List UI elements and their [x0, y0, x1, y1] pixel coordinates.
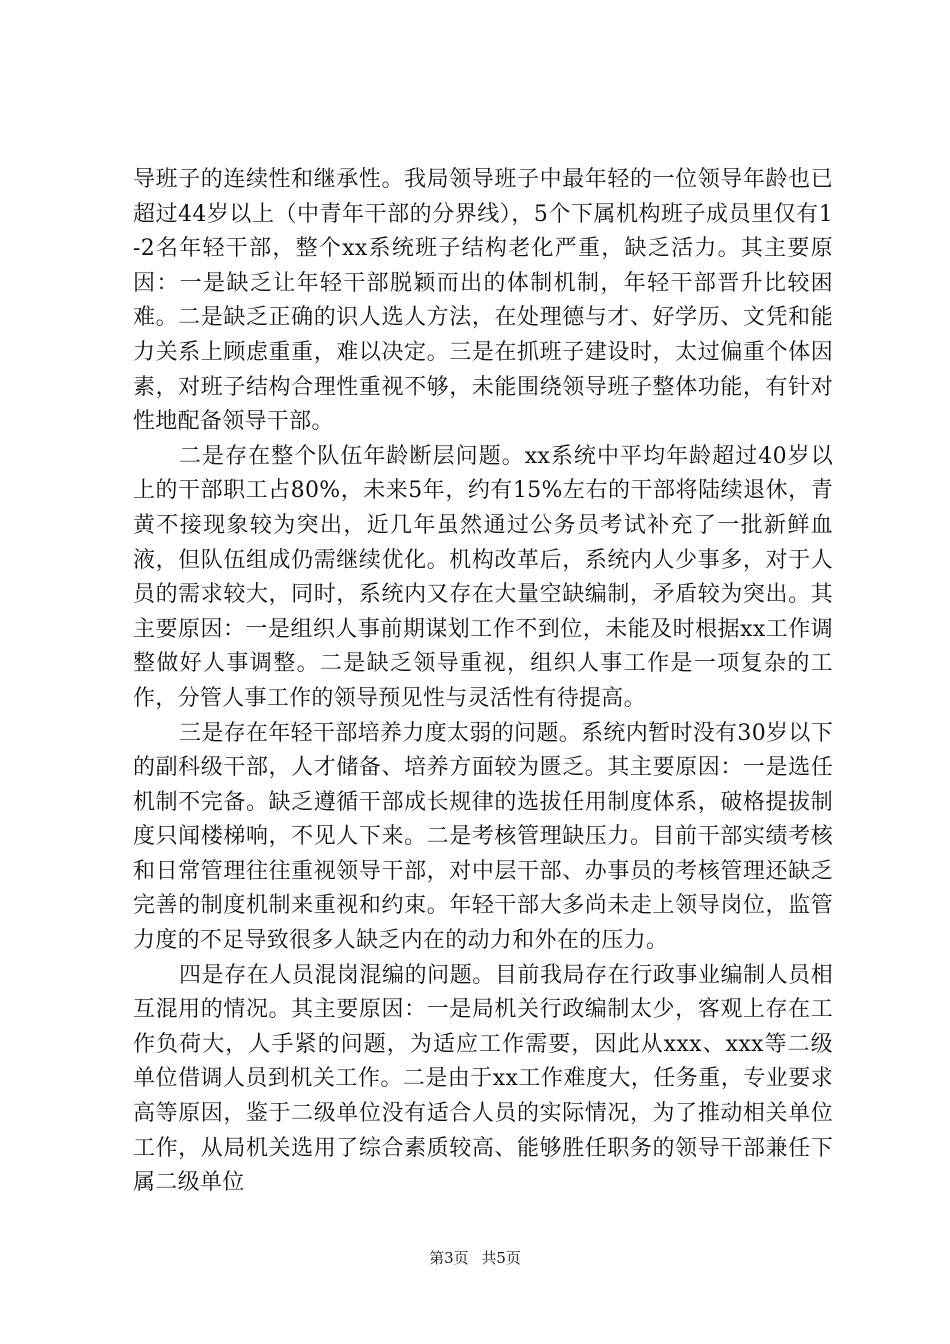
paragraph-3: 三是存在年轻干部培养力度太弱的问题。系统内暂时没有30岁以下的副科级干部，人才储备、培养方面较为匮乏。其主要原因：一是选任机制不完备。缺乏遵循干部成长规律的选拔任用制度体系，破格提拔制度只闻楼梯响，不见人下来。二是考核管理缺压力。目前干部实绩考核和日常管理往往重视领导干部，对中层干部、办事员的考核管理还缺乏完善的制度机制来重视和约束。年轻干部大多尚未走上领导岗位，监管力度的不足导致很多人缺乏内在的动力和外在的压力。: [133, 720, 833, 954]
paragraph-2: 二是存在整个队伍年龄断层问题。xx系统中平均年龄超过40岁以上的干部职工占80%，未来5年，约有15%左右的干部将陆续退休，青黄不接现象较为突出，近几年虽然通过公务员考试补充了一批新鲜血液，但队伍组成仍需继续优化。机构改革后，系统内人少事多，对于人员的需求较大，同时，系统内又存在大量空缺编制，矛盾较为突出。其主要原因：一是组织人事前期谋划工作不到位，未能及时根据xx工作调整做好人事调整。二是缺乏领导重视，组织人事工作是一项复杂的工作，分管人事工作的领导预见性与灵活性有待提高。: [133, 443, 833, 711]
page-total: 共5页: [481, 1249, 521, 1267]
page-number: 第3页: [429, 1249, 469, 1267]
document-body: [133, 163, 833, 1201]
paragraph-4: 四是存在人员混岗混编的问题。目前我局存在行政事业编制人员相互混用的情况。其主要原因：一是局机关行政编制太少，客观上存在工作负荷大，人手紧的问题，为适应工作需要，因此从xxx、xxx等二级单位借调人员到机关工作。二是由于xx工作难度大，任务重，专业要求高等原因，鉴于二级单位没有适合人员的实际情况，为了推动相关单位工作，从局机关选用了综合素质较高、能够胜任职务的领导干部兼任下属二级单位: [133, 962, 833, 1196]
paragraph-1: 导班子的连续性和继承性。我局领导班子中最年轻的一位领导年龄也已超过44岁以上（中青年干部的分界线），5个下属机构班子成员里仅有1-2名年轻干部，整个xx系统班子结构老化严重，缺乏活力。其主要原因：一是缺乏让年轻干部脱颖而出的体制机制，年轻干部晋升比较困难。二是缺乏正确的识人选人方法，在处理德与才、好学历、文凭和能力关系上顾虑重重，难以决定。三是在抓班子建设时，太过偏重个体因素，对班子结构合理性重视不够，未能围绕领导班子整体功能，有针对性地配备领导干部。: [133, 167, 833, 435]
page-footer: [0, 1247, 950, 1268]
